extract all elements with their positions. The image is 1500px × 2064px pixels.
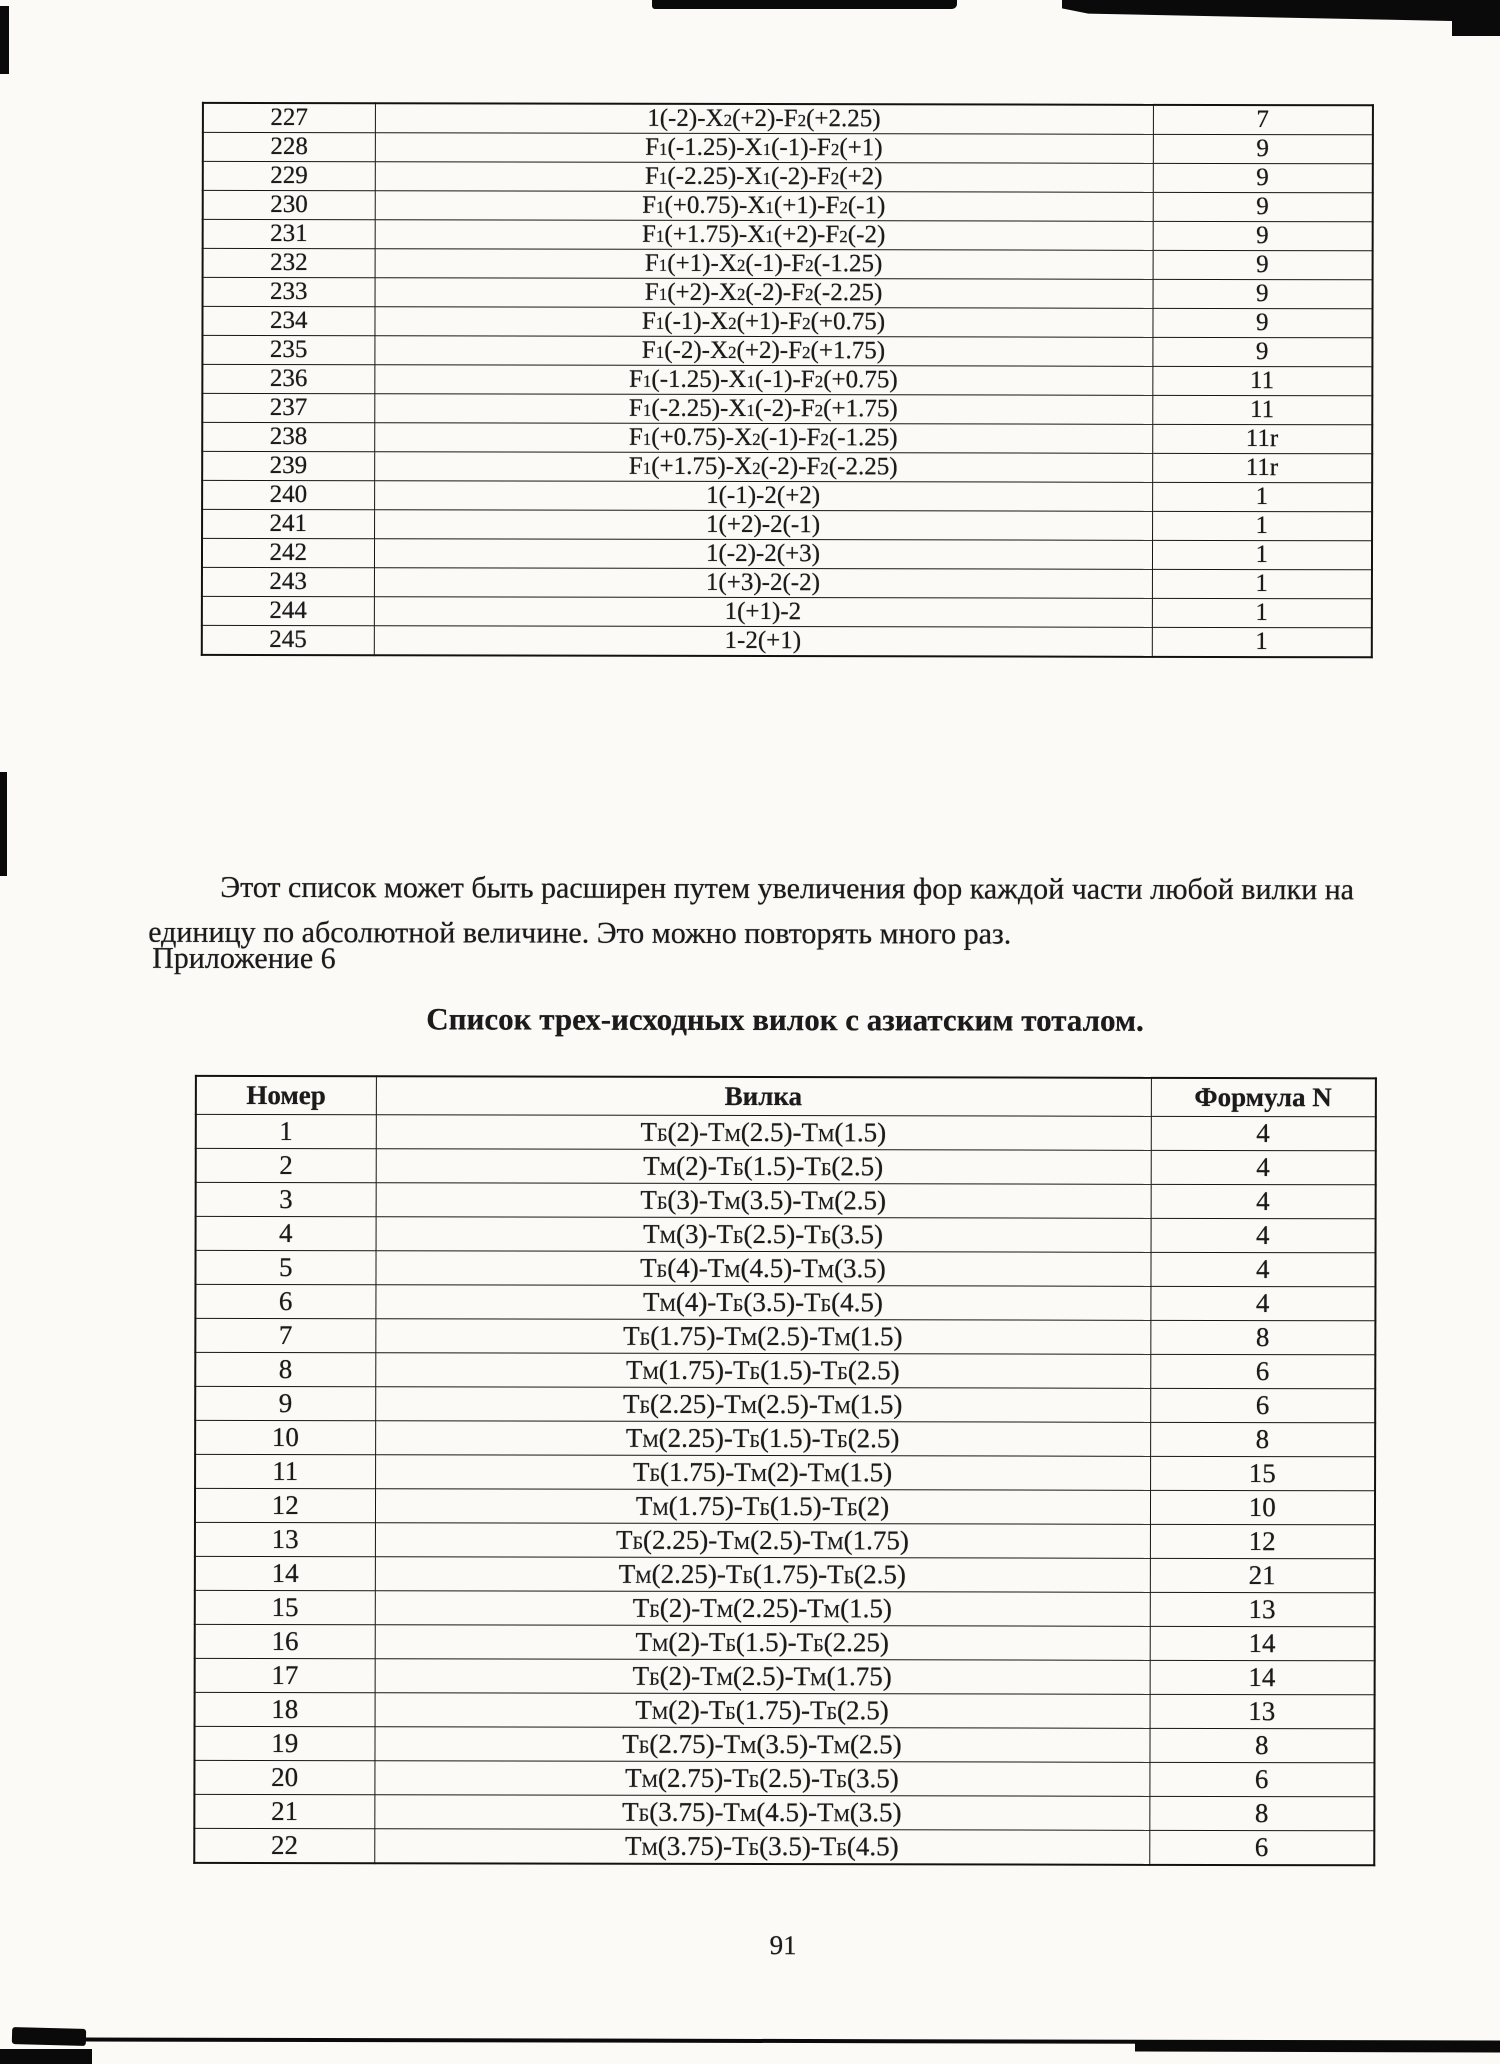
formula-n-cell: 11r (1152, 424, 1372, 453)
table-row (195, 1658, 1375, 1694)
table-row (203, 190, 1373, 221)
table-row (202, 596, 1372, 627)
table-row (202, 364, 1372, 395)
table-row (202, 306, 1372, 337)
fork-cell: $Т_Б(2.75)-Т_М(3.5)-Т_М(2.5)$ (374, 1727, 1149, 1763)
fork-cell: $Т_Б(2)-Т_М(2.25)-Т_М(1.5)$ (375, 1591, 1150, 1627)
formula-n-cell: 14 (1150, 1626, 1375, 1660)
table-row (202, 451, 1372, 482)
fork-formula-cell: $F_1(+1.75)-X_1(+2)-F_2(-2)$ (375, 220, 1153, 251)
formula-n-cell: 11r (1152, 453, 1372, 482)
formula-n-cell: 1 (1152, 511, 1372, 540)
table-row (202, 625, 1372, 657)
table-row (195, 1386, 1375, 1422)
note-paragraph: Этот список может быть расширен путем увеличения фор каждой части любой вилки на единицу по абсолютной величине. Это можно повторять много раз. (148, 870, 1355, 951)
row-number-cell: 12 (195, 1488, 375, 1522)
table-row (195, 1318, 1375, 1354)
fork-formula-cell: $F_1(+0.75)-X_1(+1)-F_2(-1)$ (375, 191, 1153, 222)
table-row (195, 1590, 1375, 1626)
row-number-cell: 2 (196, 1148, 376, 1182)
row-number-cell: 9 (195, 1386, 375, 1420)
row-number-cell: 241 (202, 509, 374, 538)
row-number-cell: 1 (196, 1114, 376, 1148)
formula-n-cell: 4 (1151, 1150, 1376, 1184)
table-row (196, 1182, 1376, 1218)
formula-n-cell: 9 (1153, 192, 1373, 221)
table-row (196, 1216, 1376, 1252)
table-row (195, 1522, 1375, 1558)
row-number-cell: 13 (195, 1522, 375, 1556)
fork-formula-table-upper (201, 102, 1374, 658)
row-number-cell: 20 (194, 1760, 374, 1794)
fork-cell: $Т_Б(3.75)-Т_М(4.5)-Т_М(3.5)$ (374, 1795, 1149, 1831)
appendix-label: Приложение 6 (152, 941, 336, 976)
formula-n-cell: 12 (1150, 1524, 1375, 1558)
table-row (202, 335, 1372, 366)
formula-n-cell: 10 (1150, 1490, 1375, 1524)
fork-formula-cell: $F_1(+0.75)-X_2(-1)-F_2(-1.25)$ (374, 423, 1152, 454)
row-number-cell: 19 (194, 1726, 374, 1760)
row-number-cell: 238 (202, 422, 374, 451)
table-row (203, 277, 1373, 308)
row-number-cell: 5 (195, 1250, 375, 1284)
formula-n-cell: 8 (1149, 1796, 1374, 1830)
table-row (195, 1488, 1375, 1524)
row-number-cell: 16 (195, 1624, 375, 1658)
table-row (203, 103, 1373, 135)
fork-formula-cell: $1(-2)-X_2(+2)-F_2(+2.25)$ (375, 103, 1153, 134)
table-row (196, 1114, 1376, 1150)
fork-cell: $Т_М(2.75)-Т_Б(2.5)-Т_Б(3.5)$ (374, 1761, 1149, 1797)
fork-cell: $Т_Б(3)-Т_М(3.5)-Т_М(2.5)$ (376, 1183, 1151, 1219)
row-number-cell: 240 (202, 480, 374, 509)
table-row (194, 1828, 1374, 1865)
formula-n-cell: 4 (1151, 1184, 1376, 1218)
table-row (195, 1284, 1375, 1320)
table-row (202, 393, 1372, 424)
fork-formula-cell: $F_1(+2)-X_2(-2)-F_2(-2.25)$ (375, 278, 1153, 309)
formula-n-cell: 11 (1152, 395, 1372, 424)
row-number-cell: 4 (196, 1216, 376, 1250)
formula-n-cell: 6 (1149, 1830, 1374, 1865)
formula-n-cell: 4 (1151, 1218, 1376, 1252)
formula-n-cell: 4 (1150, 1252, 1375, 1286)
formula-n-cell: 6 (1150, 1388, 1375, 1422)
table-row (194, 1760, 1374, 1796)
formula-n-cell: 6 (1150, 1354, 1375, 1388)
fork-formula-cell: 1(-1)-2(+2) (374, 481, 1152, 512)
formula-n-cell: 9 (1152, 337, 1372, 366)
row-number-cell: 236 (202, 364, 374, 393)
row-number-cell: 6 (195, 1284, 375, 1318)
row-number-cell: 14 (195, 1556, 375, 1590)
fork-cell: $Т_М(2.25)-Т_Б(1.75)-Т_Б(2.5)$ (375, 1557, 1150, 1593)
formula-n-cell: 9 (1153, 134, 1373, 163)
fork-cell: $Т_Б(2.25)-Т_М(2.5)-Т_М(1.5)$ (375, 1387, 1150, 1423)
row-number-cell: 11 (195, 1454, 375, 1488)
formula-n-cell: 9 (1153, 279, 1373, 308)
table-row (203, 161, 1373, 192)
header-fork: Вилка (376, 1076, 1151, 1116)
table-row (202, 567, 1372, 598)
row-number-cell: 245 (202, 625, 374, 655)
row-number-cell: 10 (195, 1420, 375, 1454)
formula-n-cell: 14 (1150, 1660, 1375, 1694)
formula-n-cell: 8 (1150, 1422, 1375, 1456)
header-number: Номер (196, 1076, 376, 1115)
row-number-cell: 8 (195, 1352, 375, 1386)
formula-n-cell: 4 (1151, 1116, 1376, 1150)
fork-formula-cell: $F_1(-1.25)-X_1(-1)-F_2(+1)$ (375, 133, 1153, 164)
fork-cell: $Т_М(2)-Т_Б(1.75)-Т_Б(2.5)$ (375, 1693, 1150, 1729)
fork-formula-cell: 1(-2)-2(+3) (374, 539, 1152, 570)
header-formula-n: Формула N (1151, 1078, 1376, 1117)
table-row (195, 1556, 1375, 1592)
fork-formula-cell: 1(+3)-2(-2) (374, 568, 1152, 599)
formula-n-cell: 9 (1152, 308, 1372, 337)
page-number: 91 (769, 1930, 797, 1961)
fork-cell: $Т_Б(1.75)-Т_М(2.5)-Т_М(1.5)$ (375, 1319, 1150, 1355)
table-row (195, 1624, 1375, 1660)
formula-n-cell: 13 (1150, 1694, 1375, 1728)
row-number-cell: 243 (202, 567, 374, 596)
row-number-cell: 15 (195, 1590, 375, 1624)
fork-cell: $Т_М(1.75)-Т_Б(1.5)-Т_Б(2.5)$ (375, 1353, 1150, 1389)
fork-cell: $Т_М(1.75)-Т_Б(1.5)-Т_Б(2)$ (375, 1489, 1150, 1525)
formula-n-cell: 11 (1152, 366, 1372, 395)
table-row (202, 422, 1372, 453)
table-row (195, 1692, 1375, 1728)
table-row (194, 1726, 1374, 1762)
row-number-cell: 227 (203, 103, 375, 133)
fork-cell: $Т_М(2.25)-Т_Б(1.5)-Т_Б(2.5)$ (375, 1421, 1150, 1457)
row-number-cell: 244 (202, 596, 374, 625)
fork-cell: $Т_Б(4)-Т_М(4.5)-Т_М(3.5)$ (375, 1251, 1150, 1287)
formula-n-cell: 1 (1152, 627, 1372, 657)
formula-n-cell: 1 (1152, 569, 1372, 598)
row-number-cell: 3 (196, 1182, 376, 1216)
fork-cell: $Т_М(4)-Т_Б(3.5)-Т_Б(4.5)$ (375, 1285, 1150, 1321)
formula-n-cell: 7 (1153, 105, 1373, 135)
fork-formula-cell: $F_1(+1.75)-X_2(-2)-F_2(-2.25)$ (374, 452, 1152, 483)
fork-cell: $Т_М(3.75)-Т_Б(3.5)-Т_Б(4.5)$ (374, 1829, 1149, 1865)
row-number-cell: 18 (195, 1692, 375, 1726)
fork-formula-cell: 1-2(+1) (374, 626, 1152, 657)
row-number-cell: 234 (202, 306, 374, 335)
fork-cell: $Т_Б(2)-Т_М(2.5)-Т_М(1.75)$ (375, 1659, 1150, 1695)
fork-formula-cell: $F_1(-2.25)-X_1(-2)-F_2(+1.75)$ (374, 394, 1152, 425)
fork-formula-cell: $F_1(-2)-X_2(+2)-F_2(+1.75)$ (374, 336, 1152, 367)
row-number-cell: 22 (194, 1828, 374, 1863)
fork-cell: $Т_М(2)-Т_Б(1.5)-Т_Б(2.5)$ (376, 1149, 1151, 1185)
formula-n-cell: 9 (1153, 163, 1373, 192)
fork-cell: $Т_Б(2.25)-Т_М(2.5)-Т_М(1.75)$ (375, 1523, 1150, 1559)
fork-cell: $Т_М(3)-Т_Б(2.5)-Т_Б(3.5)$ (376, 1217, 1151, 1253)
table-row (195, 1352, 1375, 1388)
formula-n-cell: 4 (1150, 1286, 1375, 1320)
row-number-cell: 232 (203, 248, 375, 277)
table-row (202, 538, 1372, 569)
fork-formula-cell: 1(+2)-2(-1) (374, 510, 1152, 541)
table-row (203, 132, 1373, 163)
row-number-cell: 229 (203, 161, 375, 190)
table-row (195, 1250, 1375, 1286)
row-number-cell: 17 (195, 1658, 375, 1692)
table-row (194, 1794, 1374, 1830)
table-row (195, 1420, 1375, 1456)
formula-n-cell: 15 (1150, 1456, 1375, 1490)
table2-title: Список трех-исходных вилок с азиатским тоталом. (426, 1001, 1144, 1038)
fork-cell: $Т_Б(1.75)-Т_М(2)-Т_М(1.5)$ (375, 1455, 1150, 1491)
fork-cell: $Т_М(2)-Т_Б(1.5)-Т_Б(2.25)$ (375, 1625, 1150, 1661)
formula-n-cell: 1 (1152, 598, 1372, 627)
formula-n-cell: 6 (1149, 1762, 1374, 1796)
formula-n-cell: 1 (1152, 540, 1372, 569)
row-number-cell: 235 (202, 335, 374, 364)
fork-formula-cell: $F_1(-1)-X_2(+1)-F_2(+0.75)$ (374, 307, 1152, 338)
fork-formula-cell: $F_1(-1.25)-X_1(-1)-F_2(+0.75)$ (374, 365, 1152, 396)
fork-formula-cell: 1(+1)-2 (374, 597, 1152, 628)
table-row (195, 1454, 1375, 1490)
formula-n-cell: 1 (1152, 482, 1372, 511)
row-number-cell: 242 (202, 538, 374, 567)
table-header-row (196, 1076, 1376, 1117)
table-row (203, 248, 1373, 279)
formula-n-cell: 21 (1150, 1558, 1375, 1592)
table-row (196, 1148, 1376, 1184)
formula-n-cell: 8 (1150, 1320, 1375, 1354)
formula-n-cell: 9 (1153, 250, 1373, 279)
fork-cell: $Т_Б(2)-Т_М(2.5)-Т_М(1.5)$ (376, 1115, 1151, 1151)
row-number-cell: 21 (194, 1794, 374, 1828)
row-number-cell: 233 (203, 277, 375, 306)
table-row (202, 480, 1372, 511)
row-number-cell: 7 (195, 1318, 375, 1352)
row-number-cell: 230 (203, 190, 375, 219)
row-number-cell: 231 (203, 219, 375, 248)
row-number-cell: 237 (202, 393, 374, 422)
row-number-cell: 239 (202, 451, 374, 480)
fork-formula-cell: $F_1(-2.25)-X_1(-2)-F_2(+2)$ (375, 162, 1153, 193)
fork-formula-table-asian-total (193, 1075, 1377, 1866)
table-row (202, 509, 1372, 540)
formula-n-cell: 9 (1153, 221, 1373, 250)
formula-n-cell: 8 (1149, 1728, 1374, 1762)
fork-formula-cell: $F_1(+1)-X_2(-1)-F_2(-1.25)$ (375, 249, 1153, 280)
row-number-cell: 228 (203, 132, 375, 161)
formula-n-cell: 13 (1150, 1592, 1375, 1626)
table-row (203, 219, 1373, 250)
